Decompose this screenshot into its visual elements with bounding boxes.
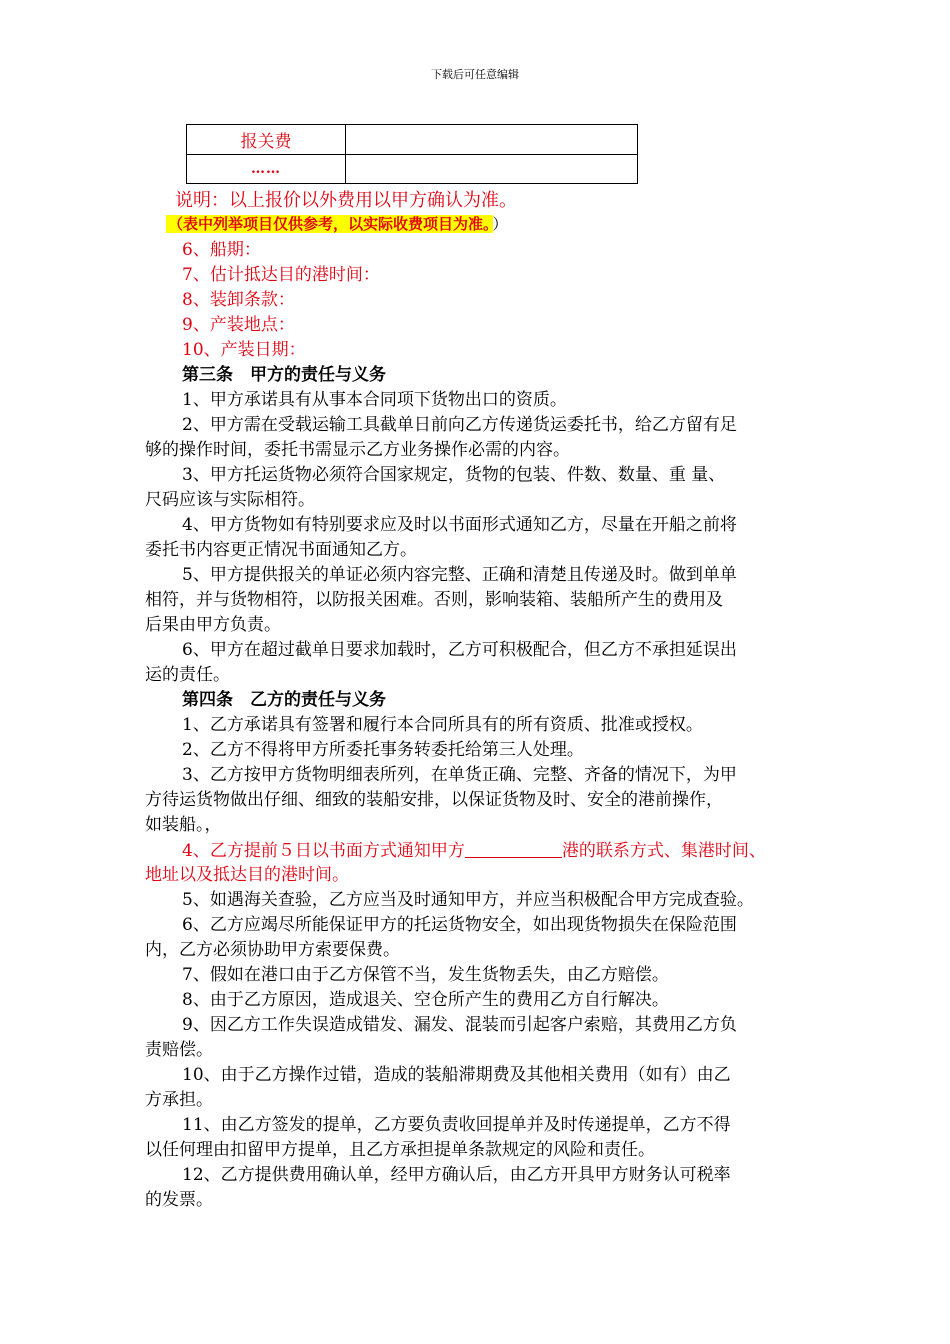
article3-line: 2、甲方需在受载运输工具截单日前向乙方传递货运委托书，给乙方留有足 (182, 415, 737, 435)
page-header-note: 下载后可任意编辑 (431, 68, 519, 81)
item-6: 6、船期： (182, 240, 261, 260)
article4-line: 以任何理由扣留甲方提单，且乙方承担提单条款规定的风险和责任。 (145, 1140, 655, 1160)
article4-line: 1、乙方承诺具有签署和履行本合同所具有的所有资质、批准或授权。 (182, 715, 703, 735)
article4-line: 8、由于乙方原因，造成退关、空仓所产生的费用乙方自行解决。 (182, 990, 669, 1010)
article4-line: 9、因乙方工作失误造成错发、漏发、混装而引起客户索赔，其费用乙方负 (182, 1015, 737, 1035)
article4-line: 3、乙方按甲方货物明细表所列，在单货正确、完整、齐备的情况下，为甲 (182, 765, 737, 785)
fee-name-cell: …… (187, 155, 346, 184)
fee-value-cell (346, 155, 638, 184)
article3-line: 3、甲方托运货物必须符合国家规定，货物的包装、件数、数量、重 量、 (182, 465, 726, 485)
article3-line: 委托书内容更正情况书面通知乙方。 (145, 540, 417, 560)
article4-line: 6、乙方应竭尽所能保证甲方的托运货物安全，如出现货物损失在保险范围 (182, 915, 737, 935)
item-7: 7、估计抵达目的港时间： (182, 265, 380, 285)
article4-line: 5、如遇海关查验，乙方应当及时通知甲方，并应当积极配合甲方完成查验。 (182, 890, 754, 910)
article4-line: 7、假如在港口由于乙方保管不当，发生货物丢失，由乙方赔偿。 (182, 965, 669, 985)
article4-line: 方承担。 (145, 1090, 213, 1110)
table-row (187, 125, 638, 155)
red-item-part1: 4、乙方提前５日以书面方式通知甲方 (182, 841, 465, 861)
highlight-text: （表中列举项目仅供参考，以实际收费项目为准。 (168, 215, 491, 233)
article4-line: 责赔偿。 (145, 1040, 213, 1060)
article3-line: 尺码应该与实际相符。 (145, 490, 315, 510)
item-10: 10、产装日期： (182, 340, 306, 360)
highlight-note (166, 213, 508, 235)
item-8: 8、装卸条款： (182, 290, 295, 310)
item-9: 9、产装地点： (182, 315, 295, 335)
article4-line: 10、由于乙方操作过错，造成的装船滞期费及其他相关费用（如有）由乙 (182, 1065, 731, 1085)
article3-line: 相符，并与货物相符，以防报关困难。否则，影响装箱、装船所产生的费用及 (145, 590, 723, 610)
article4-line: 如装船。， (145, 815, 222, 835)
fee-value-cell (346, 125, 638, 155)
fee-table (186, 124, 638, 184)
explain-note: 说明：以上报价以外费用以甲方确认为准。 (175, 190, 517, 211)
article4-red-item (182, 839, 766, 862)
article4-line: 的发票。 (145, 1190, 213, 1210)
port-name-blank (465, 839, 562, 858)
article4-line: 2、乙方不得将甲方所委托事务转委托给第三人处理。 (182, 740, 584, 760)
article3-line: 够的操作时间，委托书需显示乙方业务操作必需的内容。 (145, 440, 570, 460)
red-item-part2: 港的联系方式、集港时间、 (561, 841, 766, 861)
article3-line: 后果由甲方负责。 (145, 615, 281, 635)
article4-line: 12、乙方提供费用确认单，经甲方确认后，由乙方开具甲方财务认可税率 (182, 1165, 731, 1185)
table-row (187, 155, 638, 184)
article3-line: 4、甲方货物如有特别要求应及时以书面形式通知乙方，尽量在开船之前将 (182, 515, 737, 535)
article4-line: 方待运货物做出仔细、细致的装船安排，以保证货物及时、安全的港前操作， (145, 790, 723, 810)
article3-line: 1、甲方承诺具有从事本合同项下货物出口的资质。 (182, 390, 567, 410)
article4-title: 第四条 乙方的责任与义务 (182, 690, 386, 710)
article4-line: 内，乙方必须协助甲方索要保费。 (145, 940, 400, 960)
article3-line: 运的责任。 (145, 665, 230, 685)
highlight-tail: ） (492, 215, 508, 233)
article3-line: 5、甲方提供报关的单证必须内容完整、正确和清楚且传递及时。做到单单 (182, 565, 737, 585)
article3-line: 6、甲方在超过截单日要求加载时，乙方可积极配合，但乙方不承担延误出 (182, 640, 737, 660)
article3-title: 第三条 甲方的责任与义务 (182, 365, 386, 385)
article4-line: 11、由乙方签发的提单，乙方要负责收回提单并及时传递提单，乙方不得 (182, 1115, 731, 1135)
fee-name-cell: 报关费 (187, 125, 346, 155)
article4-red-item-cont: 地址以及抵达目的港时间。 (145, 865, 349, 885)
